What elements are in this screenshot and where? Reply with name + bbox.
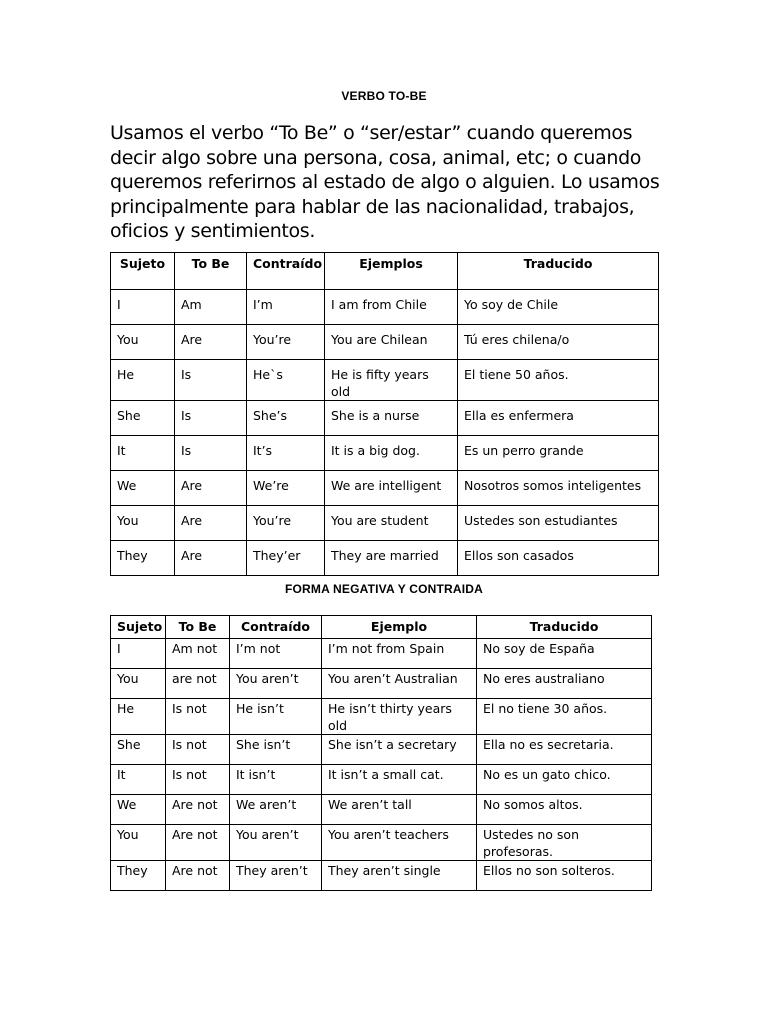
header-cell: Contraído bbox=[247, 253, 325, 290]
table-cell: Ellos no son solteros. bbox=[477, 861, 652, 891]
table-cell: Is not bbox=[166, 699, 230, 735]
table-cell: They aren’t single bbox=[322, 861, 477, 891]
table-cell: I’m not bbox=[230, 639, 322, 669]
table-cell: Ustedes no son profesoras. bbox=[477, 825, 652, 861]
table-cell: You bbox=[111, 506, 175, 541]
header-cell: Traducido bbox=[458, 253, 659, 290]
table-cell: You are student bbox=[325, 506, 458, 541]
table-header-row bbox=[111, 253, 659, 290]
table-cell: You aren’t bbox=[230, 825, 322, 861]
table-cell: It’s bbox=[247, 436, 325, 471]
table-cell: No soy de España bbox=[477, 639, 652, 669]
table-cell: No somos altos. bbox=[477, 795, 652, 825]
table-cell: You bbox=[111, 325, 175, 360]
table-cell: She’s bbox=[247, 401, 325, 436]
table-cell: It bbox=[111, 765, 166, 795]
header-cell: To Be bbox=[166, 616, 230, 639]
table-cell: are not bbox=[166, 669, 230, 699]
table-row bbox=[111, 669, 652, 699]
table-cell: She bbox=[111, 735, 166, 765]
table-cell: They’er bbox=[247, 541, 325, 576]
table-row bbox=[111, 325, 659, 360]
table-cell: It bbox=[111, 436, 175, 471]
header-cell: Sujeto bbox=[111, 616, 166, 639]
table-cell: Is not bbox=[166, 735, 230, 765]
table-cell: We aren’t tall bbox=[322, 795, 477, 825]
table-cell: We aren’t bbox=[230, 795, 322, 825]
table-cell: They bbox=[111, 861, 166, 891]
table-cell: They aren’t bbox=[230, 861, 322, 891]
table-cell: I’m not from Spain bbox=[322, 639, 477, 669]
table-cell: It isn’t a small cat. bbox=[322, 765, 477, 795]
table-cell: Ella es enfermera bbox=[458, 401, 659, 436]
table-cell: Nosotros somos inteligentes bbox=[458, 471, 659, 506]
section-title-negative: FORMA NEGATIVA Y CONTRAIDA bbox=[284, 582, 484, 596]
table-row bbox=[111, 795, 652, 825]
table-cell: He`s bbox=[247, 360, 325, 401]
affirmative-table bbox=[110, 252, 659, 576]
table-cell: Are not bbox=[166, 861, 230, 891]
header-cell: Sujeto bbox=[111, 253, 175, 290]
table-cell: Are not bbox=[166, 825, 230, 861]
intro-paragraph: Usamos el verbo “To Be” o “ser/estar” cuando queremos decir algo sobre una persona, cosa, animal, etc; o cuando queremos referirnos al estado de algo o alguien. Lo usamos principalmente para hablar de las nacionalidad, trabajos, oficios y sentimientos. bbox=[110, 122, 660, 243]
table-cell: Are bbox=[175, 471, 247, 506]
table-row bbox=[111, 735, 652, 765]
table-cell: You aren’t teachers bbox=[322, 825, 477, 861]
negative-table-body bbox=[111, 639, 652, 891]
table-row bbox=[111, 401, 659, 436]
table-cell: I bbox=[111, 290, 175, 325]
table-cell: I’m bbox=[247, 290, 325, 325]
table-cell: He is fifty years old bbox=[325, 360, 458, 401]
table-cell: Ellos son casados bbox=[458, 541, 659, 576]
table-cell: She bbox=[111, 401, 175, 436]
table-cell: He isn’t thirty years old bbox=[322, 699, 477, 735]
table-cell: You aren’t Australian bbox=[322, 669, 477, 699]
table-cell: Are bbox=[175, 325, 247, 360]
table-cell: We bbox=[111, 471, 175, 506]
table-header-row bbox=[111, 616, 652, 639]
table-cell: She is a nurse bbox=[325, 401, 458, 436]
table-cell: She isn’t a secretary bbox=[322, 735, 477, 765]
table-cell: No eres australiano bbox=[477, 669, 652, 699]
table-cell: You are Chilean bbox=[325, 325, 458, 360]
table-cell: He bbox=[111, 699, 166, 735]
table-cell: You’re bbox=[247, 506, 325, 541]
negative-table bbox=[110, 615, 652, 891]
table-cell: They are married bbox=[325, 541, 458, 576]
table-cell: No es un gato chico. bbox=[477, 765, 652, 795]
table-row bbox=[111, 541, 659, 576]
table-cell: Am not bbox=[166, 639, 230, 669]
table-row bbox=[111, 360, 659, 401]
table-cell: I bbox=[111, 639, 166, 669]
table-cell: Are bbox=[175, 506, 247, 541]
table-cell: Is not bbox=[166, 765, 230, 795]
table-cell: It isn’t bbox=[230, 765, 322, 795]
header-cell: Contraído bbox=[230, 616, 322, 639]
table-cell: Ella no es secretaria. bbox=[477, 735, 652, 765]
page-title: VERBO TO-BE bbox=[341, 89, 427, 103]
table-row bbox=[111, 471, 659, 506]
table-cell: Is bbox=[175, 436, 247, 471]
table-row bbox=[111, 290, 659, 325]
table-row bbox=[111, 436, 659, 471]
table-cell: Are bbox=[175, 541, 247, 576]
table-cell: El tiene 50 años. bbox=[458, 360, 659, 401]
table-cell: Tú eres chilena/o bbox=[458, 325, 659, 360]
table-cell: You aren’t bbox=[230, 669, 322, 699]
header-cell: Traducido bbox=[477, 616, 652, 639]
header-cell: Ejemplos bbox=[325, 253, 458, 290]
table-cell: Es un perro grande bbox=[458, 436, 659, 471]
table-cell: Are not bbox=[166, 795, 230, 825]
table-cell: Yo soy de Chile bbox=[458, 290, 659, 325]
table-row bbox=[111, 506, 659, 541]
table-cell: Is bbox=[175, 360, 247, 401]
table-cell: Is bbox=[175, 401, 247, 436]
table-row bbox=[111, 699, 652, 735]
table-cell: El no tiene 30 años. bbox=[477, 699, 652, 735]
header-cell: To Be bbox=[175, 253, 247, 290]
table-cell: I am from Chile bbox=[325, 290, 458, 325]
table-cell: She isn’t bbox=[230, 735, 322, 765]
table-cell: We are intelligent bbox=[325, 471, 458, 506]
table-cell: You’re bbox=[247, 325, 325, 360]
table-cell: He bbox=[111, 360, 175, 401]
table-row bbox=[111, 639, 652, 669]
header-cell: Ejemplo bbox=[322, 616, 477, 639]
table-row bbox=[111, 861, 652, 891]
table-cell: It is a big dog. bbox=[325, 436, 458, 471]
table-cell: He isn’t bbox=[230, 699, 322, 735]
table-cell: We bbox=[111, 795, 166, 825]
table-cell: We’re bbox=[247, 471, 325, 506]
table-cell: You bbox=[111, 825, 166, 861]
table-cell: You bbox=[111, 669, 166, 699]
table-row bbox=[111, 765, 652, 795]
affirmative-table-body bbox=[111, 290, 659, 576]
table-cell: They bbox=[111, 541, 175, 576]
table-cell: Am bbox=[175, 290, 247, 325]
table-cell: Ustedes son estudiantes bbox=[458, 506, 659, 541]
table-row bbox=[111, 825, 652, 861]
